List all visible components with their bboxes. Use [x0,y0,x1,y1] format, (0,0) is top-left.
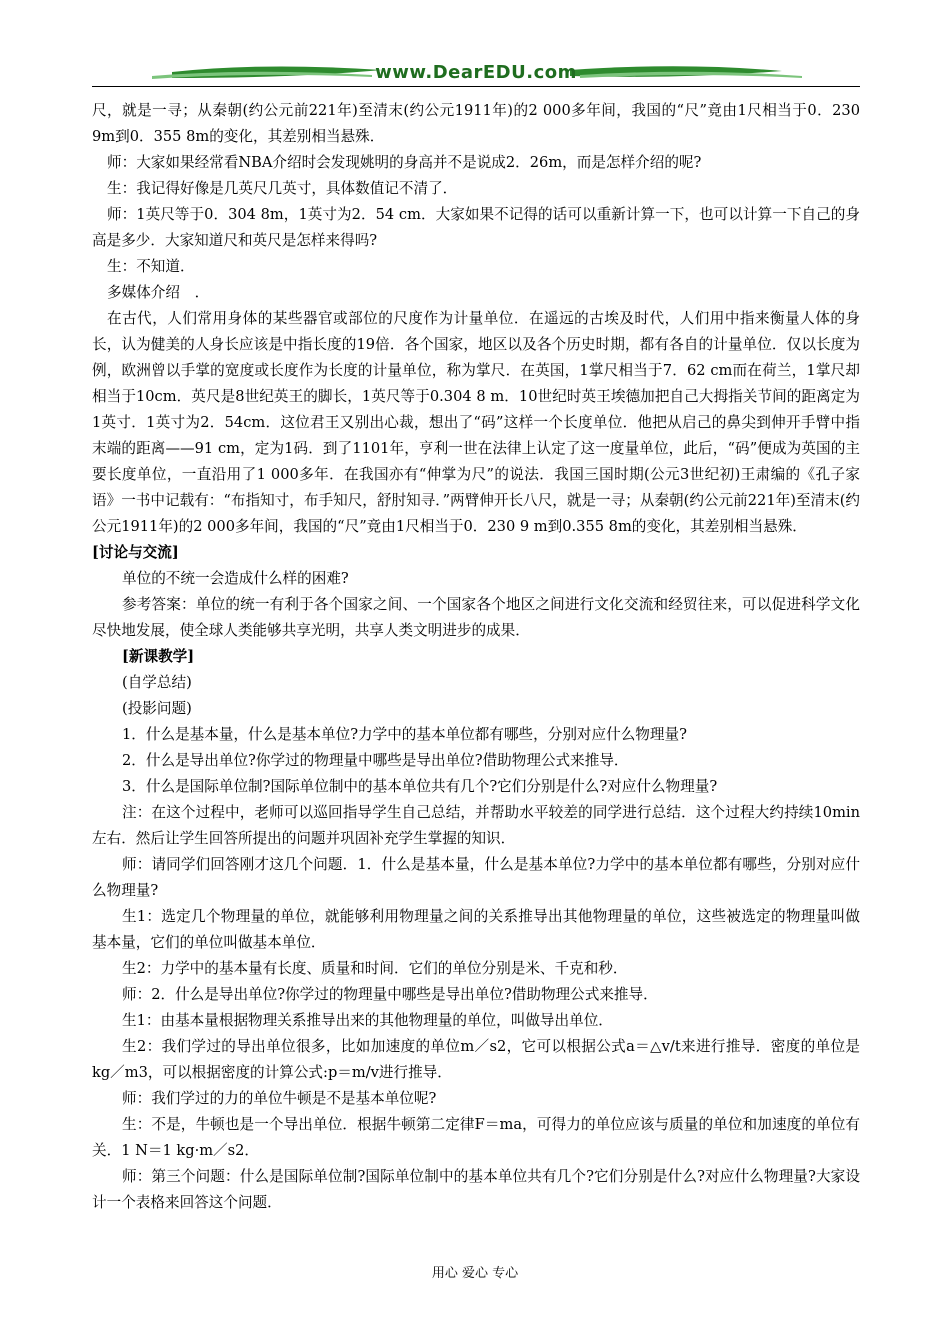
page-footer: 用心 爱心 专心 [431,1266,519,1281]
question-item: 3．什么是国际单位制?国际单位制中的基本单位共有几个?它们分别是什么?对应什么物理量? [122,778,718,795]
paragraph: (投影问题) [122,700,192,717]
paragraph: 生：我记得好像是几英尺几英寸，具体数值记不清了． [107,180,458,197]
paragraph: 单位的不统一会造成什么样的困难? [122,570,349,587]
question-item: 2．什么是导出单位?你学过的物理量中哪些是导出单位?借助物理公式来推导． [122,752,629,769]
paragraph: 师：大家如果经常看NBA介绍时会发现姚明的身高并不是说成2．26m，而是怎样介绍的呢? [107,154,702,171]
paragraph: 师：我们学过的力的单位牛顿是不是基本单位呢? [122,1090,437,1107]
section-heading: [新课教学] [122,648,195,665]
paragraph: 师：请同学们回答刚才这几个问题．1．什么是基本量，什么是基本单位?力学中的基本单位都有哪些，分别对应什么物理量? [92,856,860,899]
paragraph: 生1：由基本量根据物理关系推导出来的其他物理量的单位，叫做导出单位． [122,1012,613,1029]
paragraph: 生2：力学中的基本量有长度、质量和时间．它们的单位分别是米、千克和秒． [122,960,628,977]
paragraph: 师：1英尺等于0．304 8m，1英寸为2．54 cm．大家如果不记得的话可以重新计算一下，也可以计算一下自己的身高是多少．大家知道尺和英尺是怎样来得吗? [92,206,860,249]
question-item: 1．什么是基本量，什么是基本单位?力学中的基本单位都有哪些，分别对应什么物理量? [122,726,687,743]
paragraph: 生：不是，牛顿也是一个导出单位．根据牛顿第二定律F＝ma，可得力的单位应该与质量的单位和加速度的单位有关．1 N＝1 kg·m／s2． [92,1116,860,1159]
section-heading: [讨论与交流] [92,544,179,561]
paragraph: 参考答案：单位的统一有利于各个国家之间、一个国家各个地区之间进行文化交流和经贸往来，可以促进科学文化尽快地发展，使全球人类能够共享光明，共享人类文明进步的成果． [92,596,860,639]
paragraph: 师：2．什么是导出单位?你学过的物理量中哪些是导出单位?借助物理公式来推导． [122,986,658,1003]
paragraph: (自学总结) [122,674,192,691]
document-body [92,98,860,1216]
paragraph: 在古代，人们常用身体的某些器官或部位的尺度作为计量单位．在遥远的古埃及时代，人们用中指来衡量人体的身长，认为健美的人身长应该是中指长度的19倍．各个国家，地区以及各个历史时期，都有各自的计量单位．仅以长度为例，欧洲曾以手掌的宽度或长度作为长度的计量单位，称为掌尺．在英国，1掌尺相当于7．62 cm而在荷兰，1掌尺却相当于10cm．英尺是8世纪英王的脚长，1英尺等于0.304 8 m．10世纪时英王埃德加把自己大拇指关节间的距离定为1英寸．1英寸为2．54cm．这位君王又别出心裁，想出了“码”这样一个长度单位．他把从启己的鼻尖到伸开手臂中指末端的距离——91 cm，定为1码．到了1101年，亨利一世在法律上认定了这一度量单位，此后，“码”便成为英国的主要长度单位，一直沿用了1 000多年．在我国亦有“伸掌为尺”的说法．我国三国时期(公元3世纪初)王肃编的《孔子家语》一书中记载有：“布指知寸，布手知尺，舒肘知寻．”两臂伸开长八尺，就是一寻；从秦朝(约公元前221年)至清末(约公元1911年)的2 000多年间，我国的“尺”竟由1尺相当于0．230 9 m到0.355 8m的变化，其差别相当悬殊． [92,310,860,535]
site-brand: www.DearEDU.com [375,62,577,83]
paragraph: 注：在这个过程中，老师可以巡回指导学生自己总结，并帮助水平较差的同学进行总结．这个过程大约持续10min左右．然后让学生回答所提出的问题并巩固补充学生掌握的知识． [92,804,860,847]
header-rule [92,86,860,87]
paragraph: 师：第三个问题：什么是国际单位制?国际单位制中的基本单位共有几个?它们分别是什么?对应什么物理量?大家设计一个表格来回答这个问题． [92,1168,860,1211]
paragraph: 生：不知道． [107,258,195,275]
paragraph: 生2：我们学过的导出单位很多，比如加速度的单位m／s2，它可以根据公式a＝△v/t来进行推导．密度的单位是kg／m3，可以根据密度的计算公式:p＝m/v进行推导． [92,1038,860,1081]
paragraph: 尺，就是一寻；从秦朝(约公元前221年)至清末(约公元1911年)的2 000多年间，我国的“尺”竟由1尺相当于0．230 9m到0．355 8m的变化，其差别相当悬殊． [92,102,860,145]
paragraph: 生1：选定几个物理量的单位，就能够利用物理量之间的关系推导出其他物理量的单位，这些被选定的物理量叫做基本量，它们的单位叫做基本单位． [92,908,860,951]
paragraph: 多媒体介绍 ． [107,284,210,301]
